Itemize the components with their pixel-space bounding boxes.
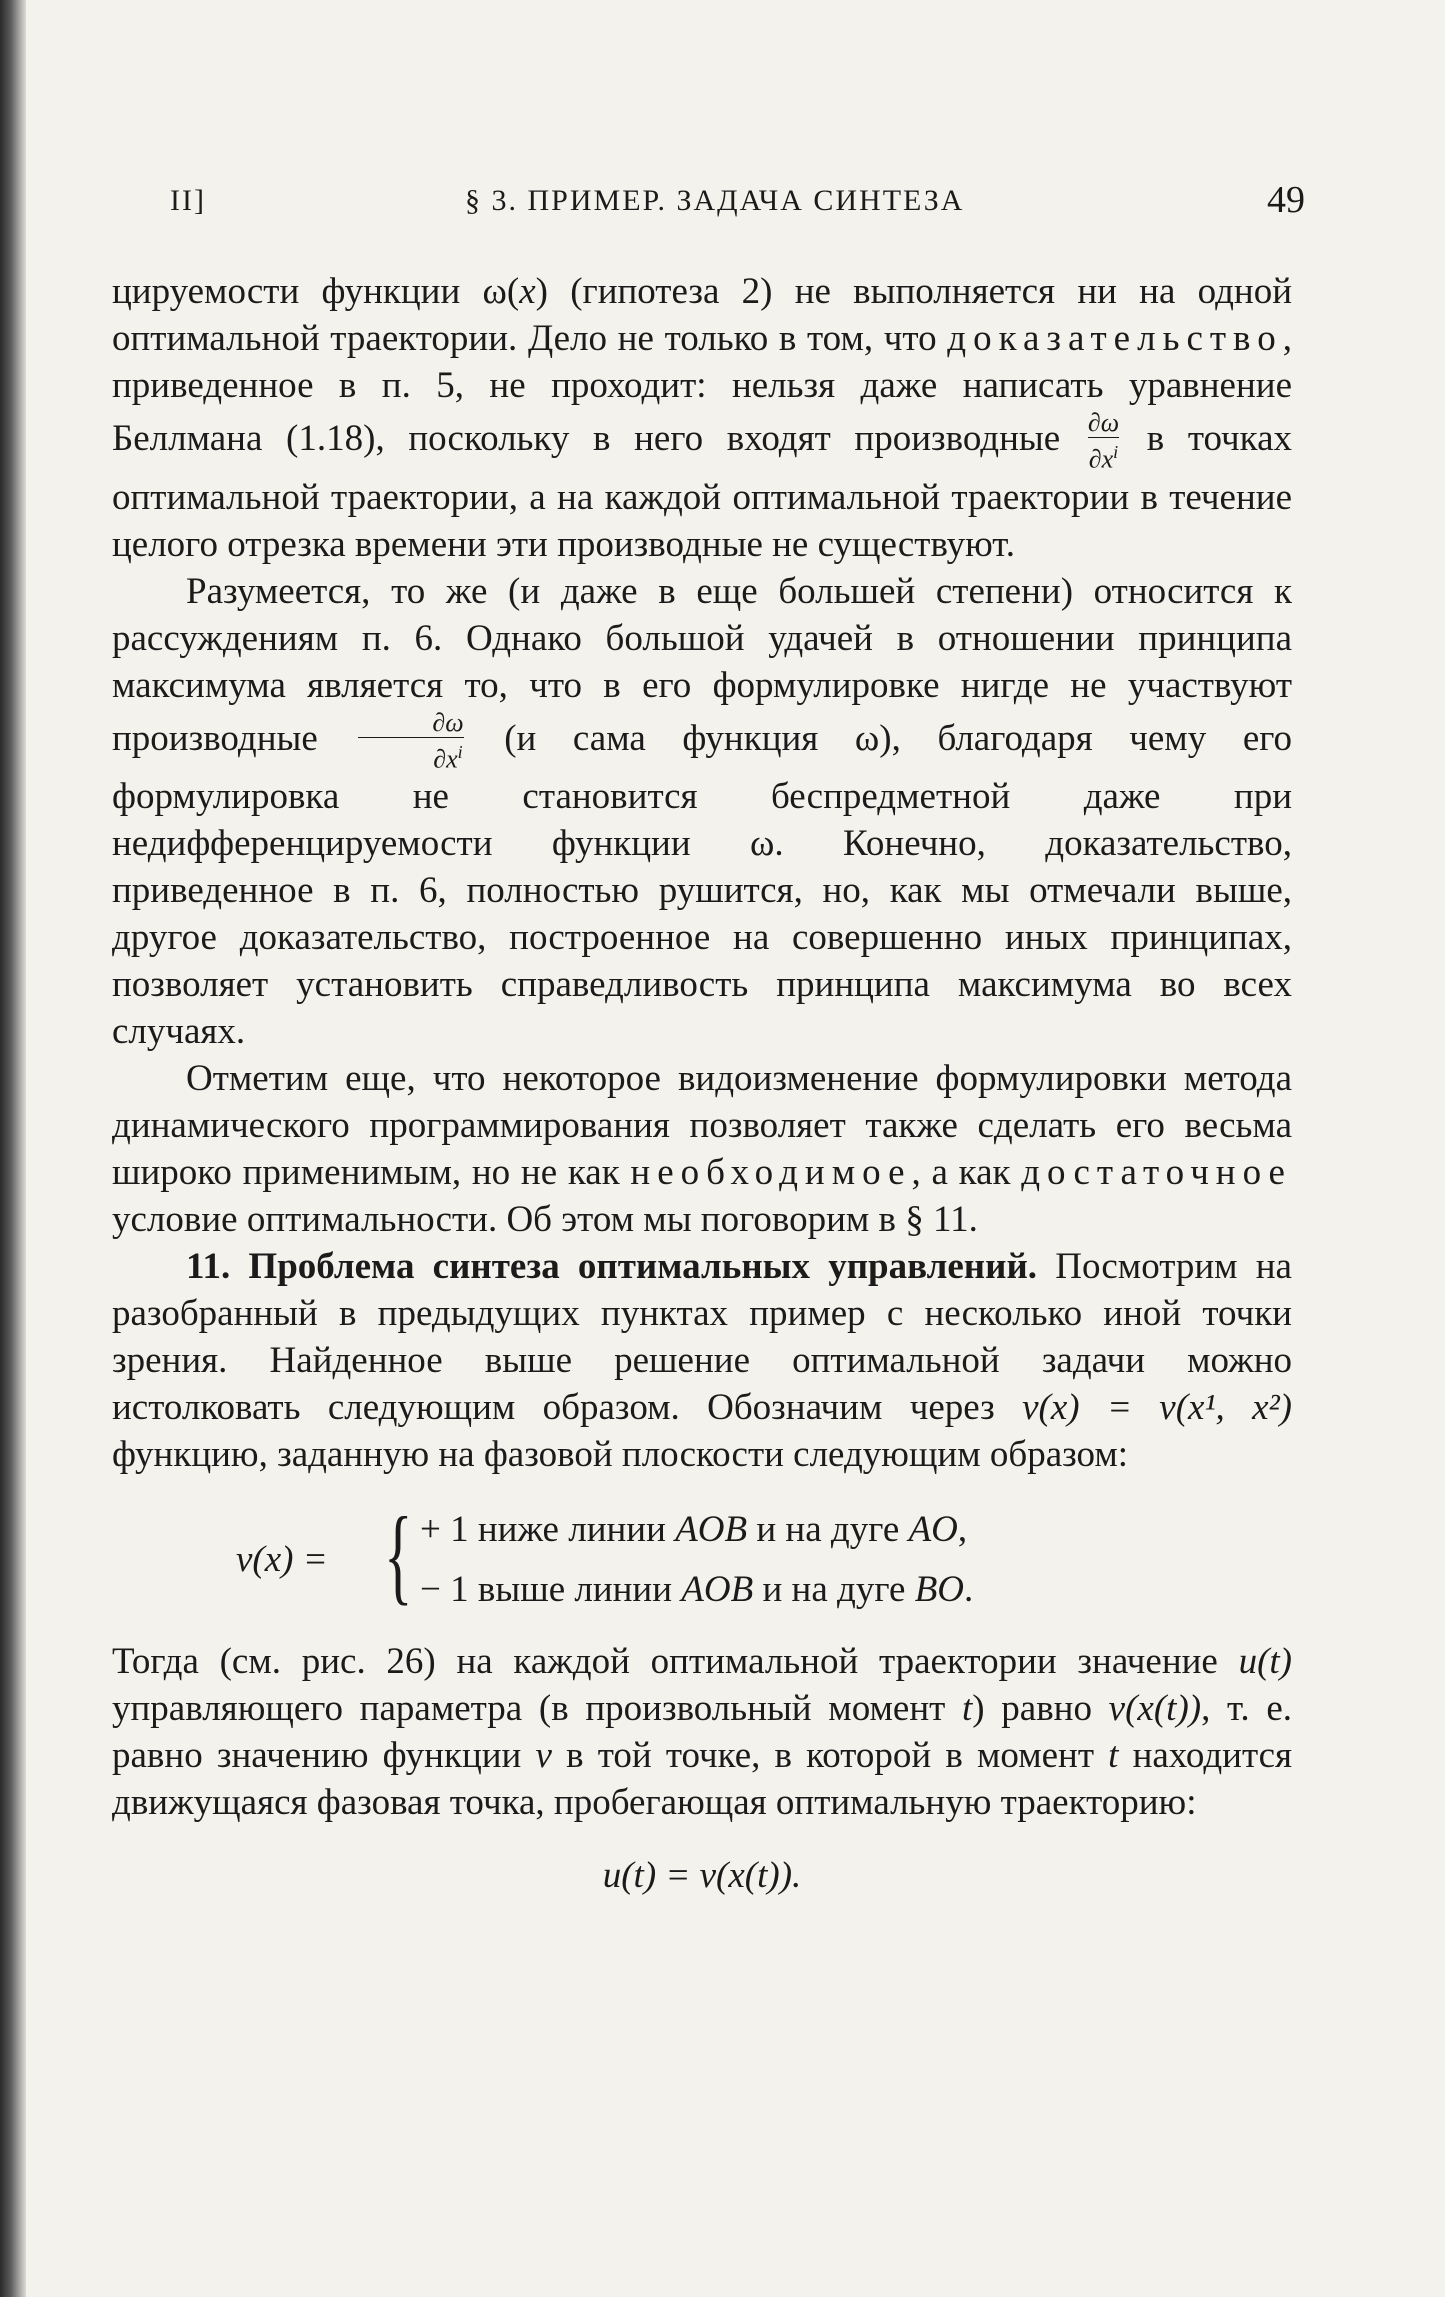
spaced-word: доказательство <box>947 318 1283 359</box>
partial-derivative-fraction: $\frac{\partial\omega}{\partial x^i}$ <box>1087 408 1120 474</box>
partial-derivative-fraction: $\frac{\partial\omega}{\partial x^i}$ <box>358 709 463 774</box>
formula-case-1: + 1 ниже линии AOB и на дуге AO, <box>420 1509 968 1551</box>
spaced-word: достаточное <box>1021 1152 1292 1194</box>
paragraph-2: Разумеется, то же (и даже в еще большей степени) относится к рассуждениям п. 6. Однако большой удачей в отношении принципа максимума является то, что в его формулировке нигде не участвуют производные $\frac{\partial\omega}{\partial x^i}$ (и сама функция ω), благодаря чему его формулировка не становится беспредметной даже при недифференцируемости функции ω. Конечно, доказательство, приведенное в п. 6, полностью рушится, но, как мы отмечали выше, другое доказательство, построенное на совершенно иных принципах, позволяет установить справедливость принципа максимума во всех случаях. <box>112 570 1292 1053</box>
page-spine-shadow <box>0 0 26 2297</box>
spaced-word: необходимое <box>630 1152 912 1194</box>
paragraph-3: Отметим еще, что некоторое видоизменение формулировки метода динамического программирования позволяет также сделать его весьма широко применимым, но не как необходимое, а как достаточное условие оптимальности. Об этом мы поговорим в § 11. <box>112 1058 1292 1241</box>
section-heading: 11. Проблема синтеза оптимальных управлений. <box>186 1246 1038 1288</box>
chapter-marker: II] <box>170 184 206 217</box>
page-body <box>112 268 1292 1899</box>
control-formula: u(t) = v(x(t)). <box>602 1855 802 1897</box>
paragraph-1: цируемости функции ω(x) (гипотеза 2) не выполняется ни на одной оптимальной траектории. Дело не только в том, что доказательство, приведенное в п. 5, не проходит: нельзя даже написать уравнение Беллмана (1.18), поскольку в него входят производные $\frac{\partial\omega}{\partial x^i}$ в точках оптимальной траектории, а на каждой оптимальной траектории в течение целого отрезка времени эти производные не существуют. <box>112 271 1293 565</box>
page-number: 49 <box>1267 179 1305 221</box>
running-header <box>170 178 1305 228</box>
piecewise-formula: v(x) = { + 1 ниже линии AOB и на дуге AO, − 1 выше линии AOB и на дуге BO. <box>236 1496 974 1616</box>
curly-brace: { <box>384 1496 413 1616</box>
paragraph-4: 11. Проблема синтеза оптимальных управлений. Посмотрим на разобранный в предыдущих пунктах пример с несколько иной точки зрения. Найденное выше решение оптимальной задачи можно истолковать следующим образом. Обозначим через v(x) = v(x¹, x²) функцию, заданную на фазовой плоскости следующим образом: <box>112 1246 1292 1476</box>
formula-case-2: − 1 выше линии AOB и на дуге BO. <box>420 1569 974 1611</box>
header-title: § 3. ПРИМЕР. ЗАДАЧА СИНТЕЗА <box>465 184 965 217</box>
paragraph-5: Тогда (см. рис. 26) на каждой оптимальной траектории значение u(t) управляющего параметра (в произвольный момент t) равно v(x(t)), т. е. равно значению функции v в той точке, в которой в момент t находится движущаяся фазовая точка, пробегающая оптимальную траекторию: <box>112 1641 1293 1824</box>
